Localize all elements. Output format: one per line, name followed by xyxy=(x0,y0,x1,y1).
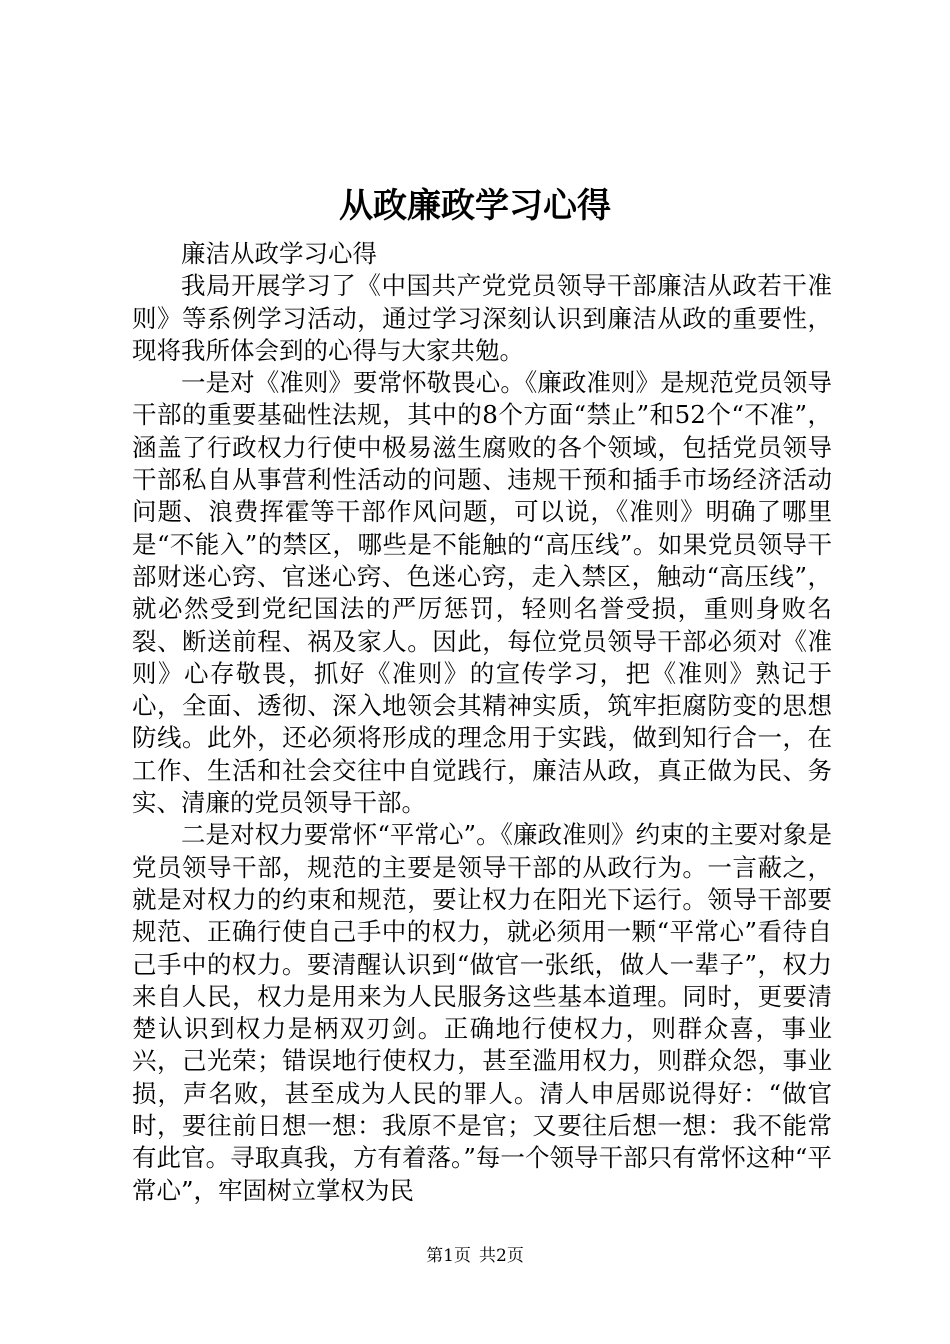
document-body xyxy=(132,238,832,1207)
paragraph-subtitle: 廉洁从政学习心得 xyxy=(181,239,377,268)
page-footer xyxy=(0,1245,950,1267)
paragraph-point-one: 一是对《准则》要常怀敬畏心。《廉政准则》是规范党员领导干部的重要基础性法规，其中的8个方面“禁止”和52个“不准”，涵盖了行政权力行使中极易滋生腐败的各个领域，包括党员领导干部私自从事营利性活动的问题、违规干预和插手市场经济活动问题、浪费挥霍等干部作风问题，可以说，《准则》明确了哪里是“不能入”的禁区，哪些是不能触的“高压线”。如果党员领导干部财迷心窍、官迷心窍、色迷心窍，走入禁区，触动“高压线”，就必然受到党纪国法的严厉惩罚，轻则名誉受损，重则身败名裂、断送前程、祸及家人。因此，每位党员领导干部必须对《准则》心存敬畏，抓好《准则》的宣传学习，把《准则》熟记于心，全面、透彻、深入地领会其精神实质，筑牢拒腐防变的思想防线。此外，还必须将形成的理念用于实践，做到知行合一，在工作、生活和社会交往中自觉践行，廉洁从政，真正做为民、务实、清廉的党员领导干部。 xyxy=(132,368,832,818)
document-title: 从政廉政学习心得 xyxy=(339,186,611,226)
page-total: 共2页 xyxy=(479,1246,524,1266)
paragraph-intro: 我局开展学习了《中国共产党党员领导干部廉洁从政若干准则》等系例学习活动，通过学习深刻认识到廉洁从政的重要性，现将我所体会到的心得与大家共勉。 xyxy=(132,271,832,365)
paragraph-point-two: 二是对权力要常怀“平常心”。《廉政准则》约束的主要对象是党员领导干部，规范的主要是领导干部的从政行为。一言蔽之，就是对权力的约束和规范，要让权力在阳光下运行。领导干部要规范、正确行使自己手中的权力，就必须用一颗“平常心”看待自己手中的权力。要清醒认识到“做官一张纸，做人一辈子”，权力来自人民，权力是用来为人民服务这些基本道理。同时，更要清楚认识到权力是柄双刃剑。正确地行使权力，则群众喜，事业兴，己光荣；错误地行使权力，甚至滥用权力，则群众怨，事业损，声名败，甚至成为人民的罪人。清人申居郧说得好：“做官时，要往前日想一想：我原不是官；又要往后想一想：我不能常有此官。寻取真我，方有着落。”每一个领导干部只有常怀这种“平常心”，牢固树立掌权为民 xyxy=(132,820,832,1205)
page-number: 第1页 xyxy=(426,1246,471,1266)
